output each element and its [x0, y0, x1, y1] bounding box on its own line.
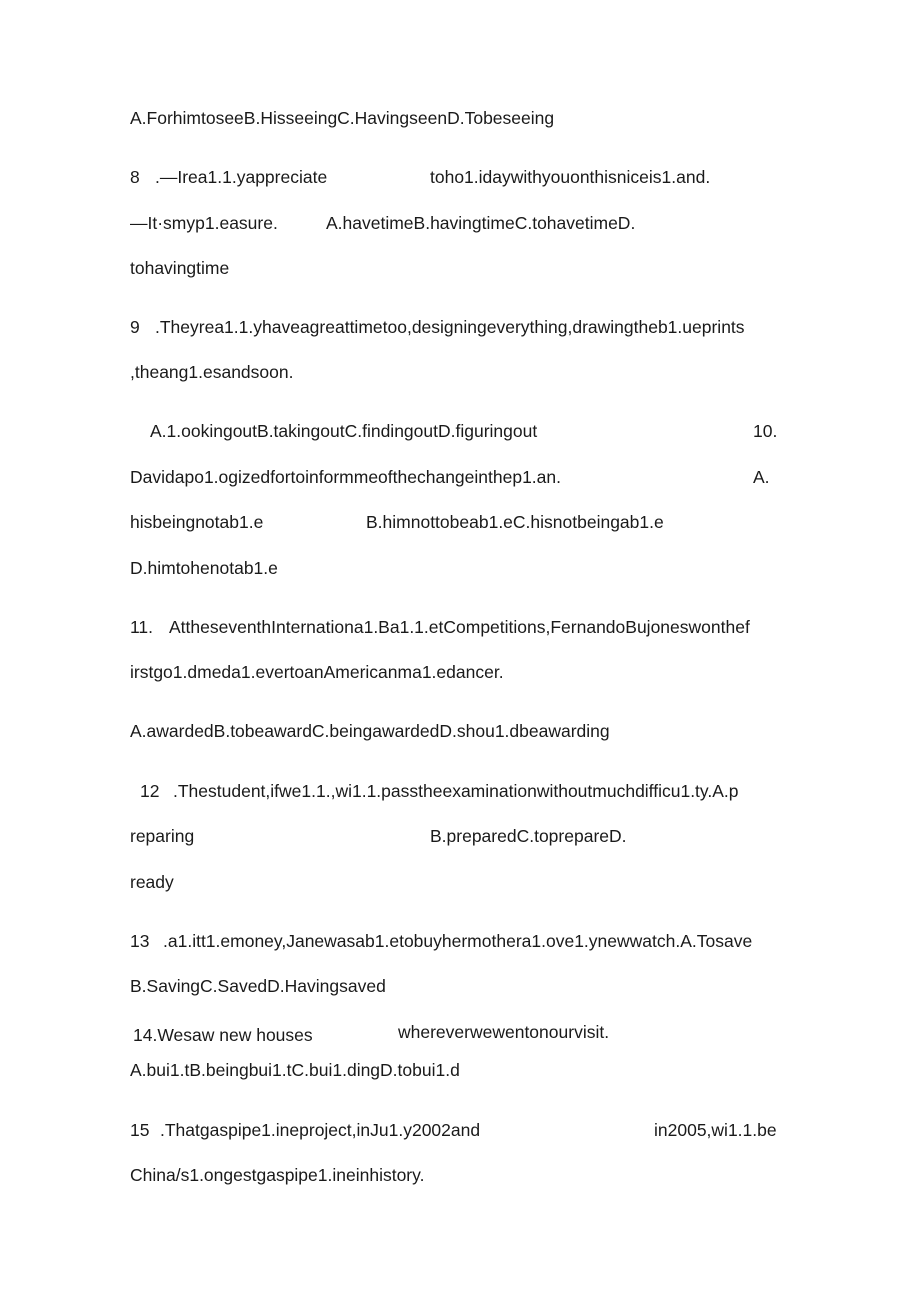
question-8-reply: —It·smyp1.easure. [130, 213, 278, 233]
question-number-12: 12 [140, 781, 160, 801]
question-9-text: .Theyrea1.1.yhaveagreattimetoo,designingeverything,drawingtheb1.ueprints [155, 317, 745, 337]
question-8-text-cont: toho1.idaywithyouonthisniceis1.and. [430, 167, 711, 187]
options-q10-d: D.himtohenotab1.e [130, 558, 278, 578]
question-10-text: Davidapo1.ogizedfortoinformmeofthechangeinthep1.an. [130, 467, 561, 487]
question-11-text: AttheseventhInternationa1.Ba1.1.etCompetitions,FernandoBujoneswonthef [169, 617, 750, 637]
question-14-text-cont: whereverwewentonourvisit. [398, 1022, 610, 1042]
question-9-text-cont: ,theang1.esandsoon. [130, 362, 294, 382]
question-number-9: 9 [130, 317, 140, 337]
question-number-8: 8 [130, 167, 140, 187]
question-8-text: .—Irea1.1.yappreciate [155, 167, 328, 187]
question-15-text-cont: in2005,wi1.1.be [654, 1120, 777, 1140]
question-14-text: 14.Wesaw new houses [133, 1025, 313, 1045]
question-number-10: 10. [753, 421, 778, 441]
question-12-text: .Thestudent,ifwe1.1.,wi1.1.passtheexaminationwithoutmuchdifficu1.ty.A.p [173, 781, 739, 801]
question-13-text: .a1.itt1.emoney,Janewasab1.etobuyhermothera1.ove1.ynewwatch.A.Tosave [163, 931, 753, 951]
question-number-13: 13 [130, 931, 150, 951]
options-q12-d: ready [130, 872, 174, 892]
options-q10-cont: B.himnottobeab1.eC.hisnotbeingab1.e [366, 512, 664, 532]
options-q9: A.1.ookingoutB.takingoutC.findingoutD.figuringout [150, 421, 538, 441]
options-q8: A.havetimeB.havingtimeC.tohavetimeD. [326, 213, 636, 233]
option-a-label: A. [753, 467, 770, 487]
options-q12-a: reparing [130, 826, 195, 846]
question-15-text: .Thatgaspipe1.ineproject,inJu1.y2002and [160, 1120, 481, 1140]
question-11-text-cont: irstgo1.dmeda1.evertoanAmericanma1.edancer. [130, 662, 504, 682]
options-q8-cont: tohavingtime [130, 258, 230, 278]
options-q14: A.bui1.tB.beingbui1.tC.bui1.dingD.tobui1.d [130, 1060, 460, 1080]
options-q11: A.awardedB.tobeawardC.beingawardedD.shou1.dbeawarding [130, 721, 610, 741]
options-q12: B.preparedC.toprepareD. [430, 826, 627, 846]
question-number-15: 15 [130, 1120, 150, 1140]
question-15-text-end: China/s1.ongestgaspipe1.ineinhistory. [130, 1165, 425, 1185]
options-q10: hisbeingnotab1.e [130, 512, 264, 532]
options-q7: A.ForhimtoseeB.HisseeingC.HavingseenD.Tobeseeing [130, 108, 555, 128]
options-q13: B.SavingC.SavedD.Havingsaved [130, 976, 386, 996]
question-number-11: 11. [130, 617, 154, 637]
